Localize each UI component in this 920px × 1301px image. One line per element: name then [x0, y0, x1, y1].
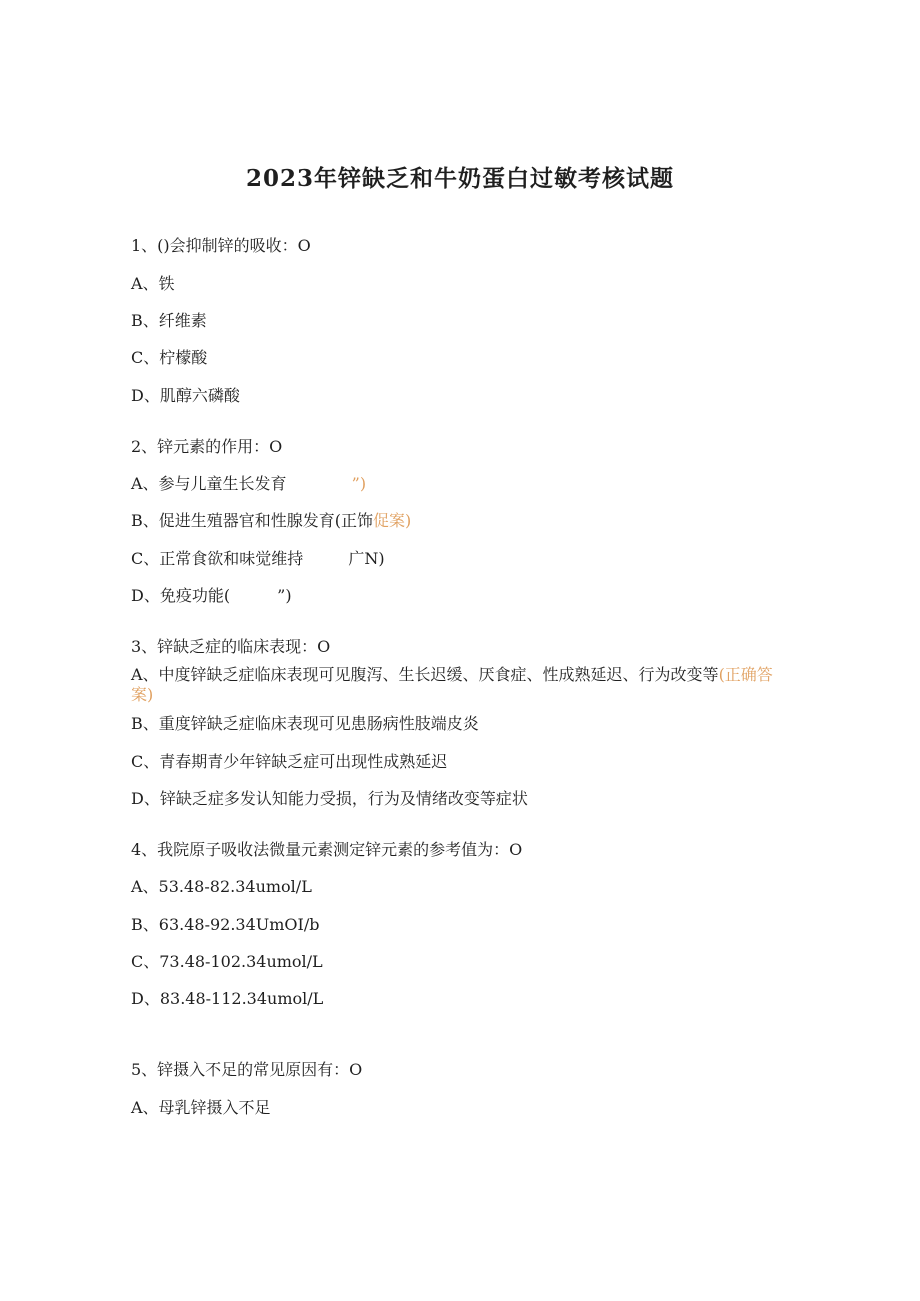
- option-text: A、参与儿童生长发育: [131, 474, 287, 493]
- question-1-option-a: A、铁: [131, 274, 175, 293]
- answer-mark: ”): [351, 474, 367, 493]
- answer-mark: 广N): [348, 549, 385, 568]
- question-1-stem: 1、()会抑制锌的吸收：O: [131, 236, 311, 255]
- question-1-option-c: C、柠檬酸: [131, 348, 208, 367]
- question-3-stem: 3、锌缺乏症的临床表现：O: [131, 637, 331, 656]
- question-4-stem: 4、我院原子吸收法微量元素测定锌元素的参考值为：O: [131, 840, 523, 859]
- question-4-option-a: A、53.48-82.34umol/L: [131, 877, 312, 896]
- question-3-option-d: D、锌缺乏症多发认知能力受损，行为及情绪改变等症状: [131, 789, 528, 808]
- question-3-option-c: C、青春期青少年锌缺乏症可出现性成熟延迟: [131, 752, 448, 771]
- page-title: 2023年锌缺乏和牛奶蛋白过敏考核试题: [245, 165, 674, 192]
- question-2-option-c: [131, 549, 385, 569]
- option-text: D、免疫功能(: [131, 586, 231, 605]
- option-text: B、促进生殖器官和性腺发育(正饰: [131, 511, 374, 530]
- answer-mark: 促案): [373, 511, 412, 530]
- question-2-option-d: [131, 586, 292, 606]
- option-text: A、中度锌缺乏症临床表现可见腹泻、生长迟缓、厌食症、性成熟延迟、行为改变等: [131, 665, 719, 684]
- question-3-option-a: [131, 665, 786, 705]
- question-2-option-a: [131, 474, 366, 494]
- question-1-option-b: B、纤维素: [131, 311, 207, 330]
- question-2-stem: 2、锌元素的作用：O: [131, 437, 283, 456]
- question-4-option-b: B、63.48-92.34UmOI/b: [131, 915, 320, 934]
- question-4-option-d: D、83.48-112.34umol/L: [131, 989, 324, 1008]
- question-5-stem: 5、锌摄入不足的常见原因有：O: [131, 1060, 363, 1079]
- question-3-option-b: B、重度锌缺乏症临床表现可见患肠病性肢端皮炎: [131, 714, 479, 733]
- answer-mark: ”): [277, 586, 292, 605]
- question-1-option-d: D、肌醇六磷酸: [131, 386, 240, 405]
- question-2-option-b: [131, 511, 411, 531]
- option-text: C、正常食欲和味觉维持: [131, 549, 304, 568]
- question-4-option-c: C、73.48-102.34umol/L: [131, 952, 323, 971]
- question-5-option-a: A、母乳锌摄入不足: [131, 1098, 271, 1117]
- answer-mark: (正确答案): [131, 665, 773, 704]
